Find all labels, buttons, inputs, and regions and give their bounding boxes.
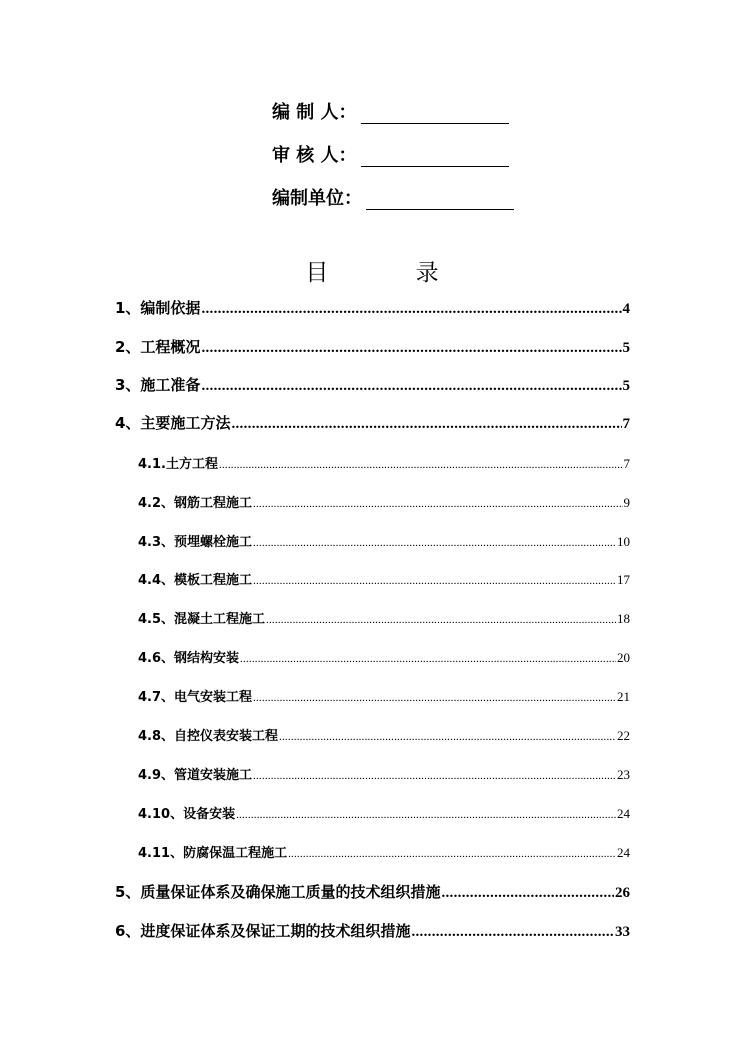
toc-page-number: 33 bbox=[615, 924, 630, 940]
toc-page-number: 4 bbox=[622, 301, 630, 317]
toc-page-number: 7 bbox=[623, 456, 630, 471]
toc-entry-label: 4.9、管道安装施工 bbox=[138, 768, 253, 783]
toc-page-number: 21 bbox=[617, 689, 630, 704]
toc-entry[interactable] bbox=[138, 842, 630, 861]
toc-dot-leader bbox=[253, 498, 622, 510]
toc-entry[interactable] bbox=[115, 297, 630, 318]
toc-dot-leader bbox=[253, 770, 616, 782]
toc-entry[interactable] bbox=[138, 725, 630, 744]
toc-dot-leader bbox=[236, 809, 616, 821]
toc-entry[interactable] bbox=[138, 608, 630, 627]
toc-entry-label: 4.7、电气安装工程 bbox=[138, 690, 253, 705]
toc-dot-leader bbox=[240, 653, 616, 665]
toc-dot-leader bbox=[253, 537, 616, 549]
compiler-label: 编 制 人： bbox=[272, 102, 357, 123]
toc-page-number: 7 bbox=[622, 416, 630, 432]
toc-page-number: 24 bbox=[617, 806, 630, 821]
toc-page-number: 5 bbox=[622, 378, 630, 394]
toc-dot-leader bbox=[201, 378, 621, 395]
toc-dot-leader bbox=[219, 459, 623, 471]
reviewer-label: 审 核 人： bbox=[272, 145, 357, 166]
toc-entry-label: 4.5、混凝土工程施工 bbox=[138, 612, 266, 627]
toc-dot-leader bbox=[266, 614, 616, 626]
toc-dot-leader bbox=[288, 848, 616, 860]
toc-entry-label: 4.10、设备安装 bbox=[138, 807, 236, 822]
toc-page-number: 18 bbox=[617, 611, 630, 626]
toc-page-number: 22 bbox=[617, 728, 630, 743]
toc-entry[interactable] bbox=[115, 374, 630, 395]
toc-dot-leader bbox=[279, 731, 616, 743]
toc-dot-leader bbox=[441, 885, 614, 902]
toc-entry[interactable] bbox=[138, 647, 630, 666]
toc-page-number: 20 bbox=[617, 650, 630, 665]
toc-entry[interactable] bbox=[115, 881, 630, 902]
toc-entry-label: 4.6、钢结构安装 bbox=[138, 651, 240, 666]
toc-entry-label: 4.3、预埋螺栓施工 bbox=[138, 535, 253, 550]
toc-entry-label: 1、编制依据 bbox=[115, 299, 201, 317]
toc-entry[interactable] bbox=[138, 569, 630, 588]
toc-page-number: 10 bbox=[617, 534, 630, 549]
toc-page-number: 17 bbox=[617, 572, 630, 587]
toc-page-number: 5 bbox=[622, 340, 630, 356]
toc-dot-leader bbox=[201, 301, 621, 318]
toc-entry-label: 4.11、防腐保温工程施工 bbox=[138, 846, 288, 861]
toc-entry-label: 3、施工准备 bbox=[115, 376, 201, 394]
toc-page-number: 9 bbox=[623, 495, 630, 510]
toc-entry-label: 4.4、模板工程施工 bbox=[138, 573, 253, 588]
toc-entry-label: 2、工程概况 bbox=[115, 338, 201, 356]
toc-dot-leader bbox=[231, 416, 621, 433]
toc-entry[interactable] bbox=[138, 803, 630, 822]
toc-entry[interactable] bbox=[138, 453, 630, 472]
toc-page-number: 24 bbox=[617, 845, 630, 860]
compiling-unit-label: 编制单位： bbox=[272, 188, 362, 209]
toc-entry[interactable] bbox=[115, 920, 630, 941]
toc-entry-label: 4、主要施工方法 bbox=[115, 414, 231, 432]
toc-dot-leader bbox=[253, 692, 616, 704]
toc-entry-label: 4.2、钢筋工程施工 bbox=[138, 496, 253, 511]
toc-entry-label: 4.1.土方工程 bbox=[138, 457, 218, 472]
toc-entry[interactable] bbox=[115, 336, 630, 357]
toc-dot-leader bbox=[411, 924, 614, 941]
toc-dot-leader bbox=[201, 340, 621, 357]
toc-entry[interactable] bbox=[138, 764, 630, 783]
toc-page-number: 23 bbox=[617, 767, 630, 782]
toc-entry[interactable] bbox=[138, 686, 630, 705]
toc-entry-label: 4.8、自控仪表安装工程 bbox=[138, 729, 279, 744]
toc-dot-leader bbox=[253, 575, 616, 587]
toc-entry-label: 5、质量保证体系及确保施工质量的技术组织措施 bbox=[115, 883, 441, 901]
toc-entry[interactable] bbox=[115, 412, 630, 433]
toc-entry[interactable] bbox=[138, 492, 630, 511]
toc-title: 目 录 bbox=[305, 260, 479, 286]
toc-entry[interactable] bbox=[138, 531, 630, 550]
toc-page-number: 26 bbox=[615, 885, 630, 901]
toc-entry-label: 6、进度保证体系及保证工期的技术组织措施 bbox=[115, 922, 411, 940]
